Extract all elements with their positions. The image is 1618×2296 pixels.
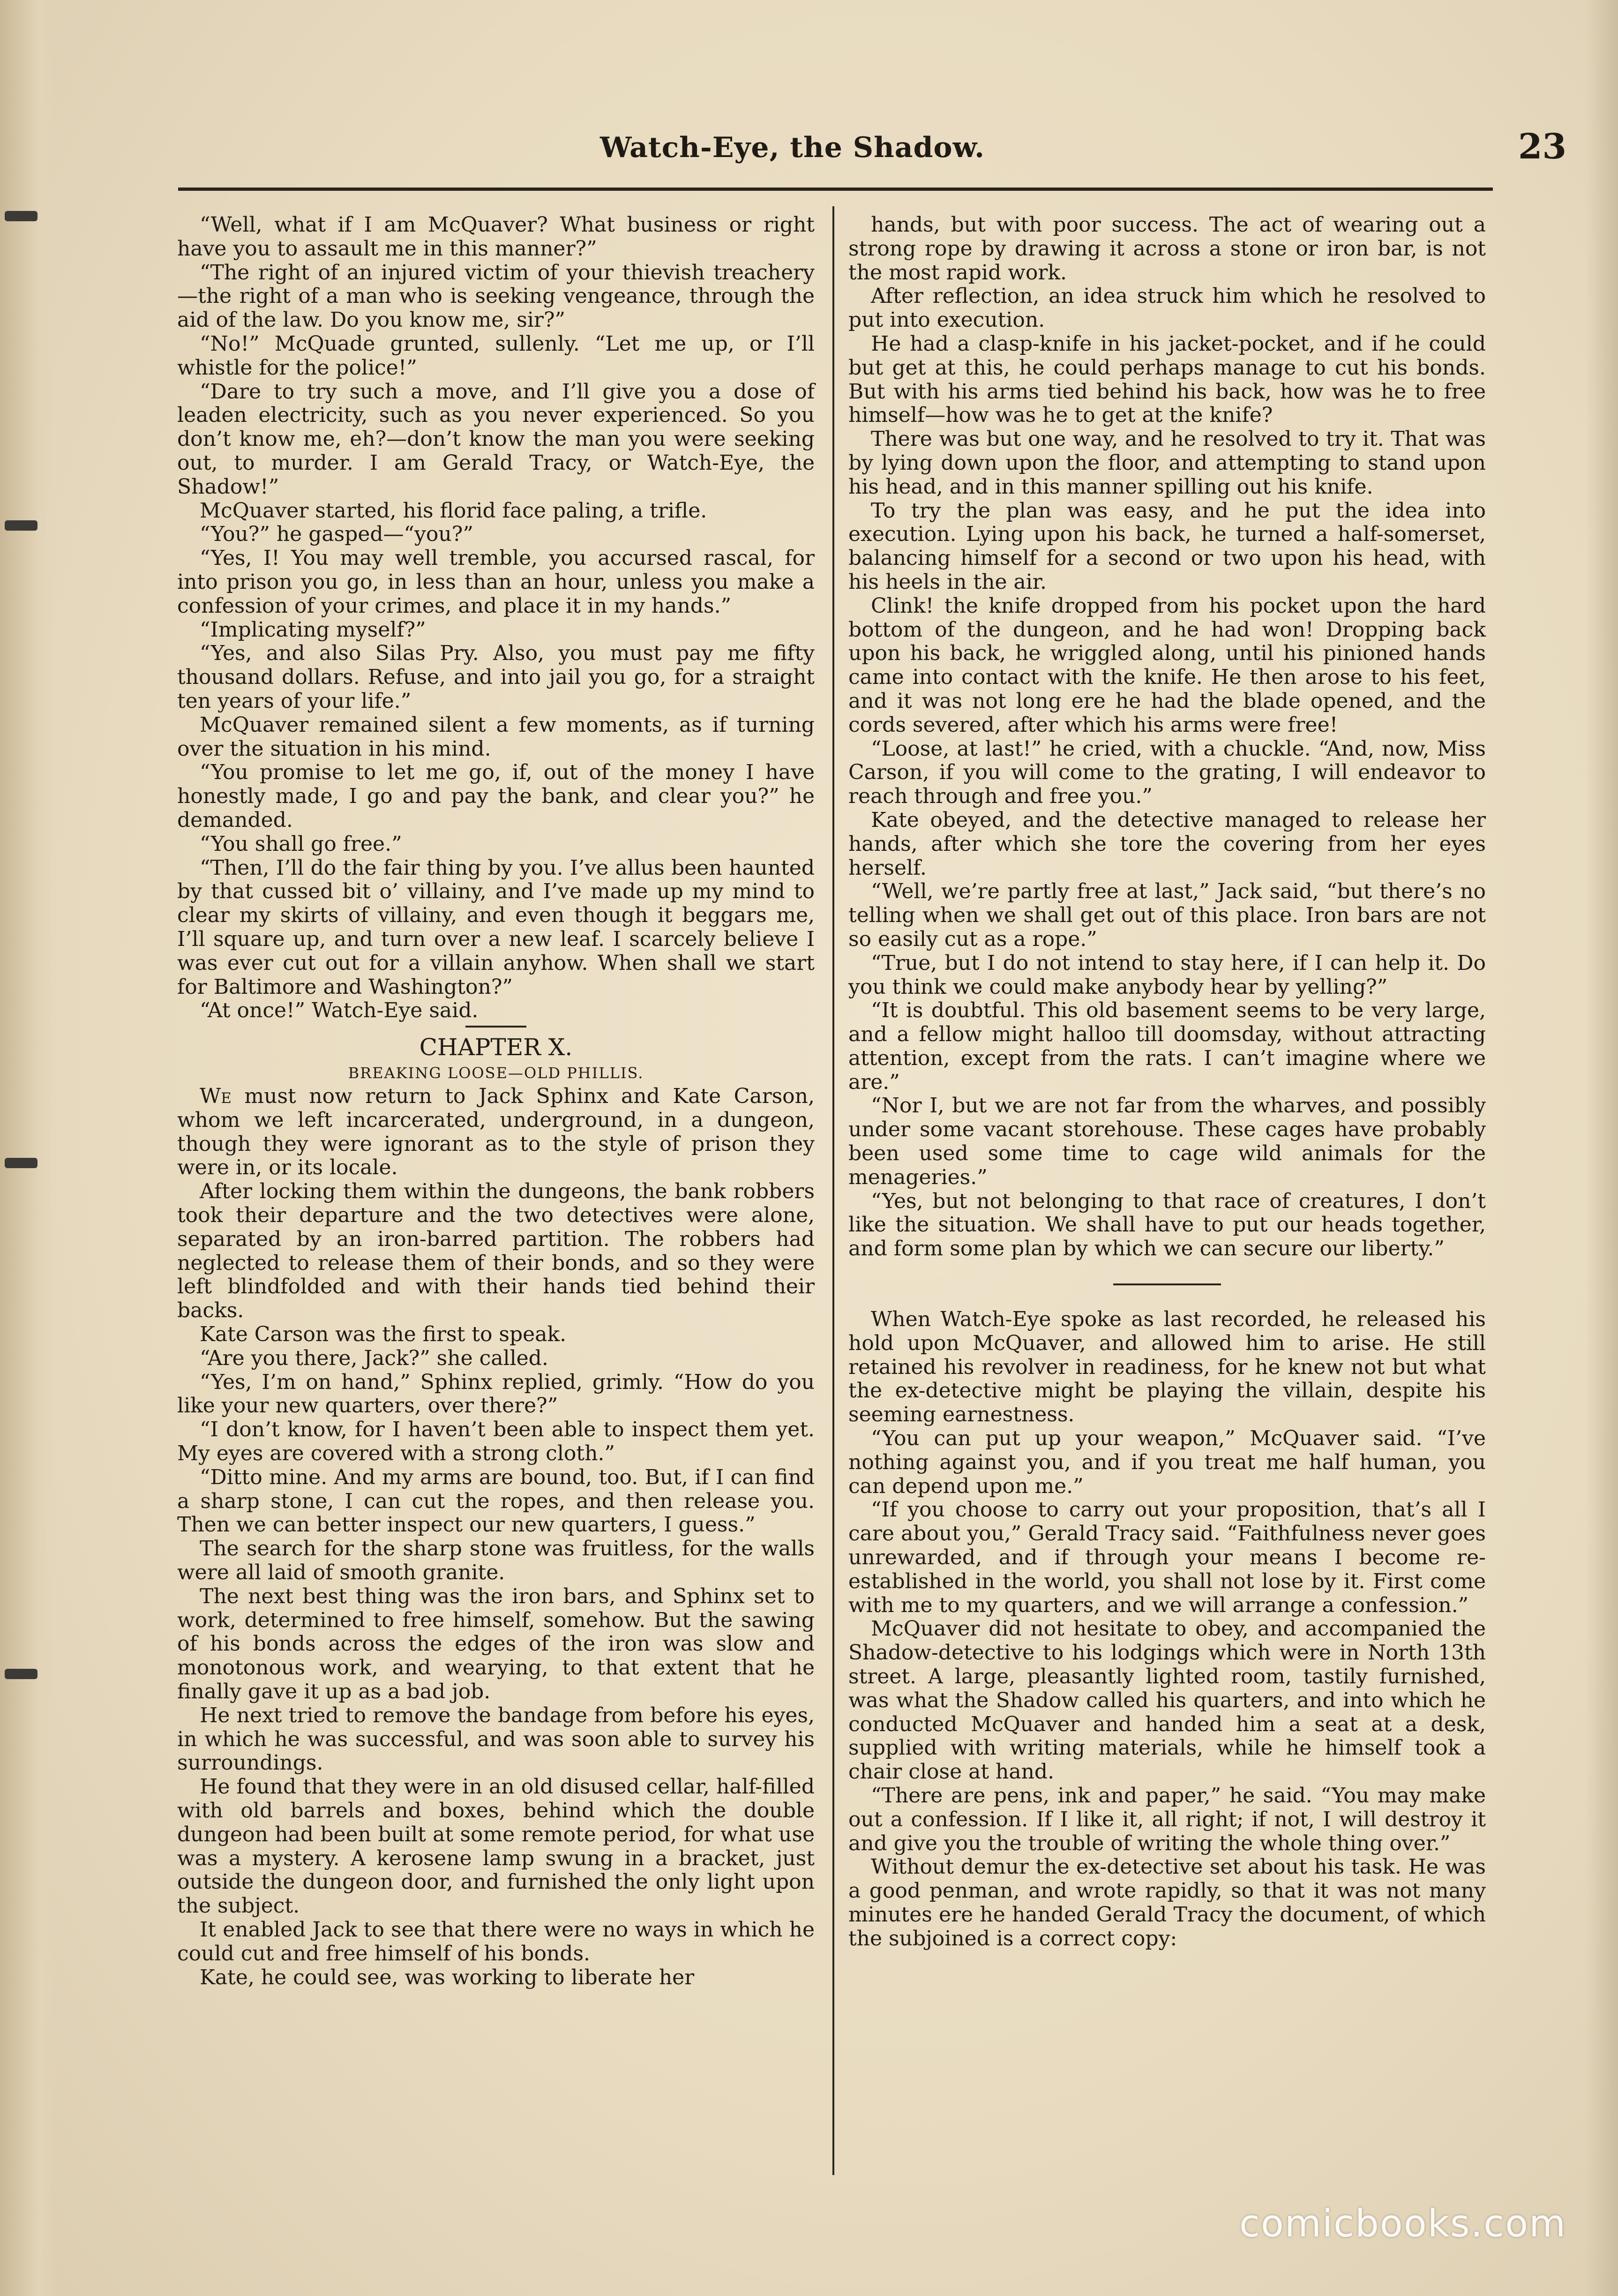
- paragraph: “I don’t know, for I haven’t been able to inspect them yet. My eyes are covered with a strong cloth.”: [177, 1418, 815, 1466]
- paragraph: We must now return to Jack Sphinx and Kate Carson, whom we left incarcerated, underground, in a dungeon, though they were ignorant as to the style of prison they were in, or its locale.: [177, 1084, 815, 1180]
- paragraph: He had a clasp-knife in his jacket-pocket, and if he could but get at this, he could perhaps manage to cut his bonds. But with his arms tied behind his back, how was he to free himself—how was he to get at the knife?: [848, 331, 1486, 428]
- paragraph: McQuaver started, his florid face paling, a trifle.: [200, 498, 707, 523]
- binding-stitch: [5, 1669, 37, 1679]
- paragraph: “Dare to try such a move, and I’ll give you a dose of leaden electricity, such as you never experienced. So you don’t know me, eh?—don’t know the man you were seeking out, to murder. I am Gerald Tracy, or Watch-Eye, the Shadow!”: [177, 379, 815, 499]
- paragraph: “Yes, but not belonging to that race of creatures, I don’t like the situation. We shall have to put our heads together, and form some plan by which we can secure our liberty.”: [848, 1189, 1486, 1261]
- paragraph: “Nor I, but we are not far from the wharves, and possibly under some vacant storehouse. These cages have probably been used some time to cage wild animals for the menageries.”: [848, 1094, 1486, 1189]
- left-column-text: [177, 213, 815, 1023]
- paragraph: He next tried to remove the bandage from before his eyes, in which he was successful, and was soon able to survey his surroundings.: [177, 1703, 815, 1775]
- drop-word: We: [200, 1084, 232, 1109]
- paragraph: “Are you there, Jack?” she called.: [200, 1346, 548, 1370]
- paragraph: “Yes, I! You may well tremble, you accursed rascal, for into prison you go, in less than an hour, unless you make a confession of your crimes, and place it in my hands.”: [177, 546, 815, 618]
- paragraph: Clink! the knife dropped from his pocket upon the hard bottom of the dungeon, and he had won! Dropping back upon his back, he wriggled along, until his pinioned hands came into contact with the knife. He then arose to his feet, and it was not long ere he had the blade opened, and the cords severed, after which his arms were free!: [848, 593, 1486, 737]
- right-column-continued-text: [848, 1308, 1486, 1951]
- binding-stitch: [5, 520, 37, 531]
- column-divider: [832, 206, 834, 2175]
- paragraph: “It is doubtful. This old basement seems to be very large, and a fellow might halloo till doomsday, without attracting attention, except from the rats. I can’t imagine where we are.”: [848, 998, 1486, 1094]
- paragraph: “True, but I do not intend to stay here, if I can help it. Do you think we could make anybody hear by yelling?”: [848, 951, 1486, 999]
- paragraph: “At once!” Watch-Eye said.: [200, 998, 479, 1023]
- short-rule: [465, 1026, 526, 1028]
- paragraph: After locking them within the dungeons, the bank robbers took their departure and the two detectives were alone, separated by an iron-barred partition. The robbers had neglected to release them of their bonds, and so they were left blindfolded and with their hands tied behind their backs.: [177, 1179, 815, 1323]
- watermark: comicbooks.com: [1239, 2202, 1566, 2245]
- paragraph: Kate, he could see, was working to liberate her: [200, 1965, 695, 1989]
- paragraph: Without demur the ex-detective set about his task. He was a good penman, and wrote rapidly, so that it was not many minutes ere he handed Gerald Tracy the document, of which the subjoined is a correct copy:: [848, 1855, 1486, 1951]
- running-title: Watch-Eye, the Shadow.: [600, 131, 985, 164]
- paragraph: It enabled Jack to see that there were no ways in which he could cut and free himself of his bonds.: [177, 1917, 815, 1966]
- paragraph: McQuaver remained silent a few moments, as if turning over the situation in his mind.: [177, 713, 815, 761]
- paragraph: “Yes, I’m on hand,” Sphinx replied, grimly. “How do you like your new quarters, over there?”: [177, 1370, 815, 1418]
- paragraph: When Watch-Eye spoke as last recorded, he released his hold upon McQuaver, and allowed him to arise. He still retained his revolver in readiness, for he knew not but what the ex-detective might be playing the villain, despite his seeming earnestness.: [848, 1307, 1486, 1427]
- paragraph: “If you choose to carry out your proposition, that’s all I care about you,” Gerald Tracy said. “Faithfulness never goes unrewarded, and if through your means I become re-established in the world, you shall not lose by it. First come with me to my quarters, and we will arrange a confession.”: [848, 1498, 1486, 1617]
- page-edge-shadow: [1585, 0, 1618, 2296]
- paragraph: Kate Carson was the first to speak.: [200, 1322, 567, 1347]
- paragraph: “Implicating myself?”: [200, 617, 426, 642]
- paragraph: There was but one way, and he resolved to try it. That was by lying down upon the floor, and attempting to stand upon his head, and in this manner spilling out his knife.: [848, 427, 1486, 499]
- paragraph: “You can put up your weapon,” McQuaver said. “I’ve nothing against you, and if you treat me half human, you can depend upon me.”: [848, 1426, 1486, 1498]
- paragraph: He found that they were in an old disused cellar, half-filled with old barrels and boxes, behind which the double dungeon had been built at some remote period, for what use was a mystery. A kerosene lamp swung in a bracket, just outside the dungeon door, and furnished the only light upon the subject.: [177, 1775, 815, 1918]
- paragraph: “The right of an injured victim of your thievish treachery—the right of a man who is seeking vengeance, through the aid of the law. Do you know me, sir?”: [177, 260, 815, 332]
- paragraph: “Loose, at last!” he cried, with a chuckle. “And, now, Miss Carson, if you will come to the grating, I will endeavor to reach through and free you.”: [848, 736, 1486, 809]
- paragraph: “Ditto mine. And my arms are bound, too. But, if I can find a sharp stone, I can cut the ropes, and then release you. Then we can better inspect our new quarters, I guess.”: [177, 1465, 815, 1537]
- paragraph: The next best thing was the iron bars, and Sphinx set to work, determined to free himself, somehow. But the sawing of his bonds across the edges of the iron was slow and monotonous work, and wearying, to that extent that he finally gave it up as a bad job.: [177, 1584, 815, 1704]
- paragraph: McQuaver did not hesitate to obey, and accompanied the Shadow-detective to his lodgings which were in North 13th street. A large, pleasantly lighted room, tastily furnished, was what the Shadow called his quarters, and into which he conducted McQuaver and handed him a seat at a desk, supplied with writing materials, while he himself took a chair close at hand.: [848, 1617, 1486, 1784]
- page-number: 23: [1518, 127, 1566, 167]
- chapter-title: CHAPTER X.: [419, 1034, 573, 1061]
- binding-stitch: [5, 211, 37, 221]
- paragraph: “Well, we’re partly free at last,” Jack said, “but there’s no telling when we shall get out of this place. Iron bars are not so easily cut as a rope.”: [848, 879, 1486, 951]
- paragraph: To try the plan was easy, and he put the idea into execution. Lying upon his back, he turned a half-somerset, balancing himself for a second or two upon his head, with his heels in the air.: [848, 498, 1486, 594]
- paragraph: “Yes, and also Silas Pry. Also, you must pay me fifty thousand dollars. Refuse, and into jail you go, for a straight ten years of your life.”: [177, 641, 815, 713]
- right-column-text: [848, 213, 1486, 1261]
- section-break-rule: [1113, 1283, 1221, 1285]
- chapter-subtitle: BREAKING LOOSE—OLD PHILLIS.: [348, 1064, 644, 1082]
- paragraph: “You shall go free.”: [200, 832, 402, 856]
- paragraph: “Then, I’ll do the fair thing by you. I’ve allus been haunted by that cussed bit o’ villainy, and I’ve made up my mind to clear my skirts of villainy, and even though it beggars me, I’ll square up, and turn over a new leaf. I scarcely believe I was ever cut out for a villain anyhow. When shall we start for Baltimore and Washington?”: [177, 855, 815, 999]
- chapter-text: [177, 1085, 815, 1989]
- paragraph: “You promise to let me go, if, out of the money I have honestly made, I go and pay the bank, and clear you?” he demanded.: [177, 760, 815, 832]
- paragraph: Kate obeyed, and the detective managed to release her hands, after which she tore the covering from her eyes herself.: [848, 808, 1486, 880]
- right-column: [848, 213, 1486, 1951]
- binding-stitch: [5, 1158, 37, 1168]
- paragraph: “Well, what if I am McQuaver? What business or right have you to assault me in this manner?”: [177, 213, 815, 261]
- paragraph: After reflection, an idea struck him which he resolved to put into execution.: [848, 284, 1486, 332]
- left-column: [177, 213, 815, 1989]
- paragraph: “You?” he gasped—“you?”: [200, 522, 473, 547]
- paragraph: “No!” McQuade grunted, sullenly. “Let me up, or I’ll whistle for the police!”: [177, 331, 815, 380]
- header-rule: [178, 188, 1493, 191]
- paragraph: “There are pens, ink and paper,” he said. “You may make out a confession. If I like it, all right; if not, I will destroy it and give you the trouble of writing the whole thing over.”: [848, 1784, 1486, 1855]
- paragraph: hands, but with poor success. The act of wearing out a strong rope by drawing it across a stone or iron bar, is not the most rapid work.: [848, 213, 1486, 285]
- paragraph: The search for the sharp stone was fruitless, for the walls were all laid of smooth granite.: [177, 1537, 815, 1585]
- binding-edge: [0, 0, 56, 2296]
